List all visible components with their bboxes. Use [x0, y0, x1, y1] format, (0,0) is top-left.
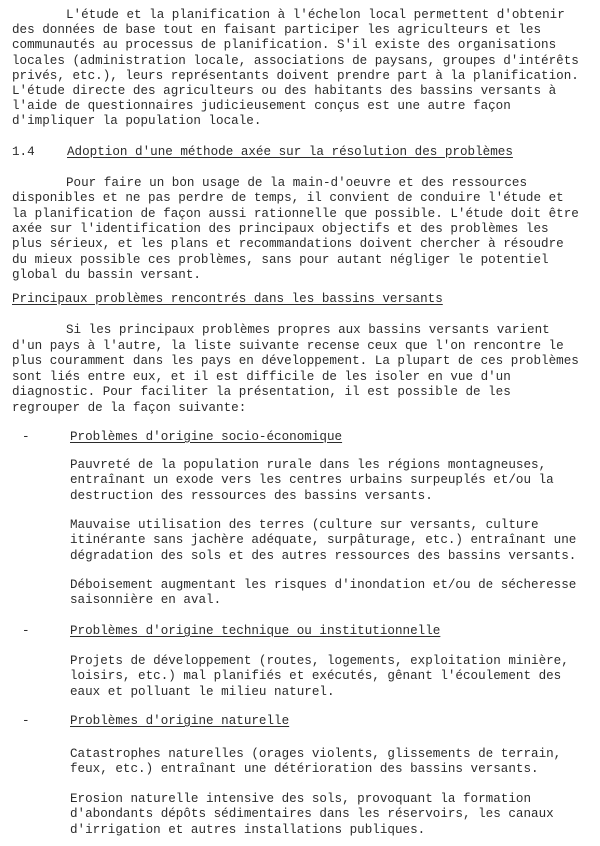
problem-item-line: saisonnière en aval. [70, 593, 222, 608]
section-title: Adoption d'une méthode axée sur la résolution des problèmes [67, 145, 513, 159]
problem-item-line: d'abondants dépôts sédimentaires dans les réservoirs, les canaux [70, 807, 554, 822]
problem-item-line: Erosion naturelle intensive des sols, provoquant la formation [70, 792, 532, 806]
problem-item-line: loisirs, etc.) mal planifiés et exécutés, gênant l'écoulement des [70, 669, 562, 684]
paragraph-problems-line: sont liés entre eux, et il est difficile de les isoler en vue d'un [12, 369, 511, 384]
problem-item-line: dégradation des sols et des autres ressources des bassins versants. [70, 548, 577, 563]
paragraph-method-line: disponibles et ne pas perdre de temps, il convient de conduire l'étude et [12, 191, 564, 206]
paragraph-method-line: plus sérieux, et les plans et recommandations doivent chercher à résoudre [12, 237, 564, 252]
problem-item-line: Déboisement augmentant les risques d'inondation et/ou de sécheresse [70, 578, 577, 592]
section-number: 1.4 [12, 145, 35, 159]
problem-item-line: feux, etc.) entraînant une détérioration des bassins versants. [70, 762, 539, 777]
problem-group-title: Problèmes d'origine naturelle [70, 714, 290, 728]
paragraph-intro-line: communautés au processus de planification. S'il existe des organisations [12, 38, 557, 53]
problem-item-line: entraînant un exode vers les centres urbains surpeuplés et/ou la [70, 473, 554, 488]
problem-item-line: d'irrigation et autres installations publiques. [70, 822, 426, 837]
bullet-dash: - [22, 624, 30, 638]
paragraph-problems-line: regrouper de la façon suivante: [12, 400, 247, 415]
paragraph-intro-line: d'impliquer la population locale. [12, 114, 262, 129]
paragraph-intro-line: L'étude et la planification à l'échelon local permettent d'obtenir [66, 8, 565, 22]
paragraph-intro-line: des données de base tout en faisant participer les agriculteurs et les [12, 23, 542, 38]
paragraph-method-line: global du bassin versant. [12, 267, 201, 282]
bullet-dash: - [22, 430, 30, 444]
paragraph-problems-line: Si les principaux problèmes propres aux bassins versants varient [66, 323, 550, 337]
paragraph-method-line: la planification de façon aussi rationnelle que possible. L'étude doit être [12, 206, 579, 221]
problem-item-line: Pauvreté de la population rurale dans les régions montagneuses, [70, 458, 547, 472]
bullet-dash: - [22, 714, 30, 728]
problem-group-title: Problèmes d'origine socio-économique [70, 430, 343, 444]
paragraph-intro-line: locales (administration locale, associations de paysans, groupes d'intérêts [12, 53, 579, 68]
paragraph-intro-line: L'étude directe des agriculteurs ou des habitants des bassins versants à [12, 84, 557, 98]
paragraph-method-line: Pour faire un bon usage de la main-d'oeuvre et des ressources [66, 176, 528, 190]
paragraph-problems-line: d'un pays à l'autre, la liste suivante recense ceux que l'on rencontre le [12, 338, 564, 353]
paragraph-problems-line: diagnostic. Pour faciliter la présentation, il est possible de les [12, 385, 511, 399]
problem-item-line: Catastrophes naturelles (orages violents, glissements de terrain, [70, 747, 562, 761]
paragraph-problems-line: plus couramment dans les pays en développement. La plupart de ces problèmes [12, 354, 579, 368]
paragraph-method-line: du mieux possible ces problèmes, sans pour autant négliger le potentiel [12, 252, 549, 267]
problem-item-line: destruction des ressources des bassins versants. [70, 488, 433, 503]
paragraph-intro-line: privés, etc.), leurs représentants doivent prendre part à la planification. [12, 68, 579, 83]
paragraph-intro-line: l'aide de questionnaires judicieusement conçus est une autre façon [12, 99, 511, 114]
problem-group-title: Problèmes d'origine technique ou institutionnelle [70, 624, 441, 638]
problem-item-line: itinérante sans jachère adéquate, surpâturage, etc.) entraînant une [70, 533, 577, 548]
problem-item-line: Projets de développement (routes, logements, exploitation minière, [70, 654, 569, 668]
problem-item-line: eaux et polluant le milieu naturel. [70, 684, 335, 699]
paragraph-method-line: axée sur l'identification des principaux objectifs et des problèmes les [12, 221, 549, 236]
problem-item-line: Mauvaise utilisation des terres (culture sur versants, culture [70, 518, 539, 532]
subheading-main-problems: Principaux problèmes rencontrés dans les bassins versants [12, 292, 443, 306]
